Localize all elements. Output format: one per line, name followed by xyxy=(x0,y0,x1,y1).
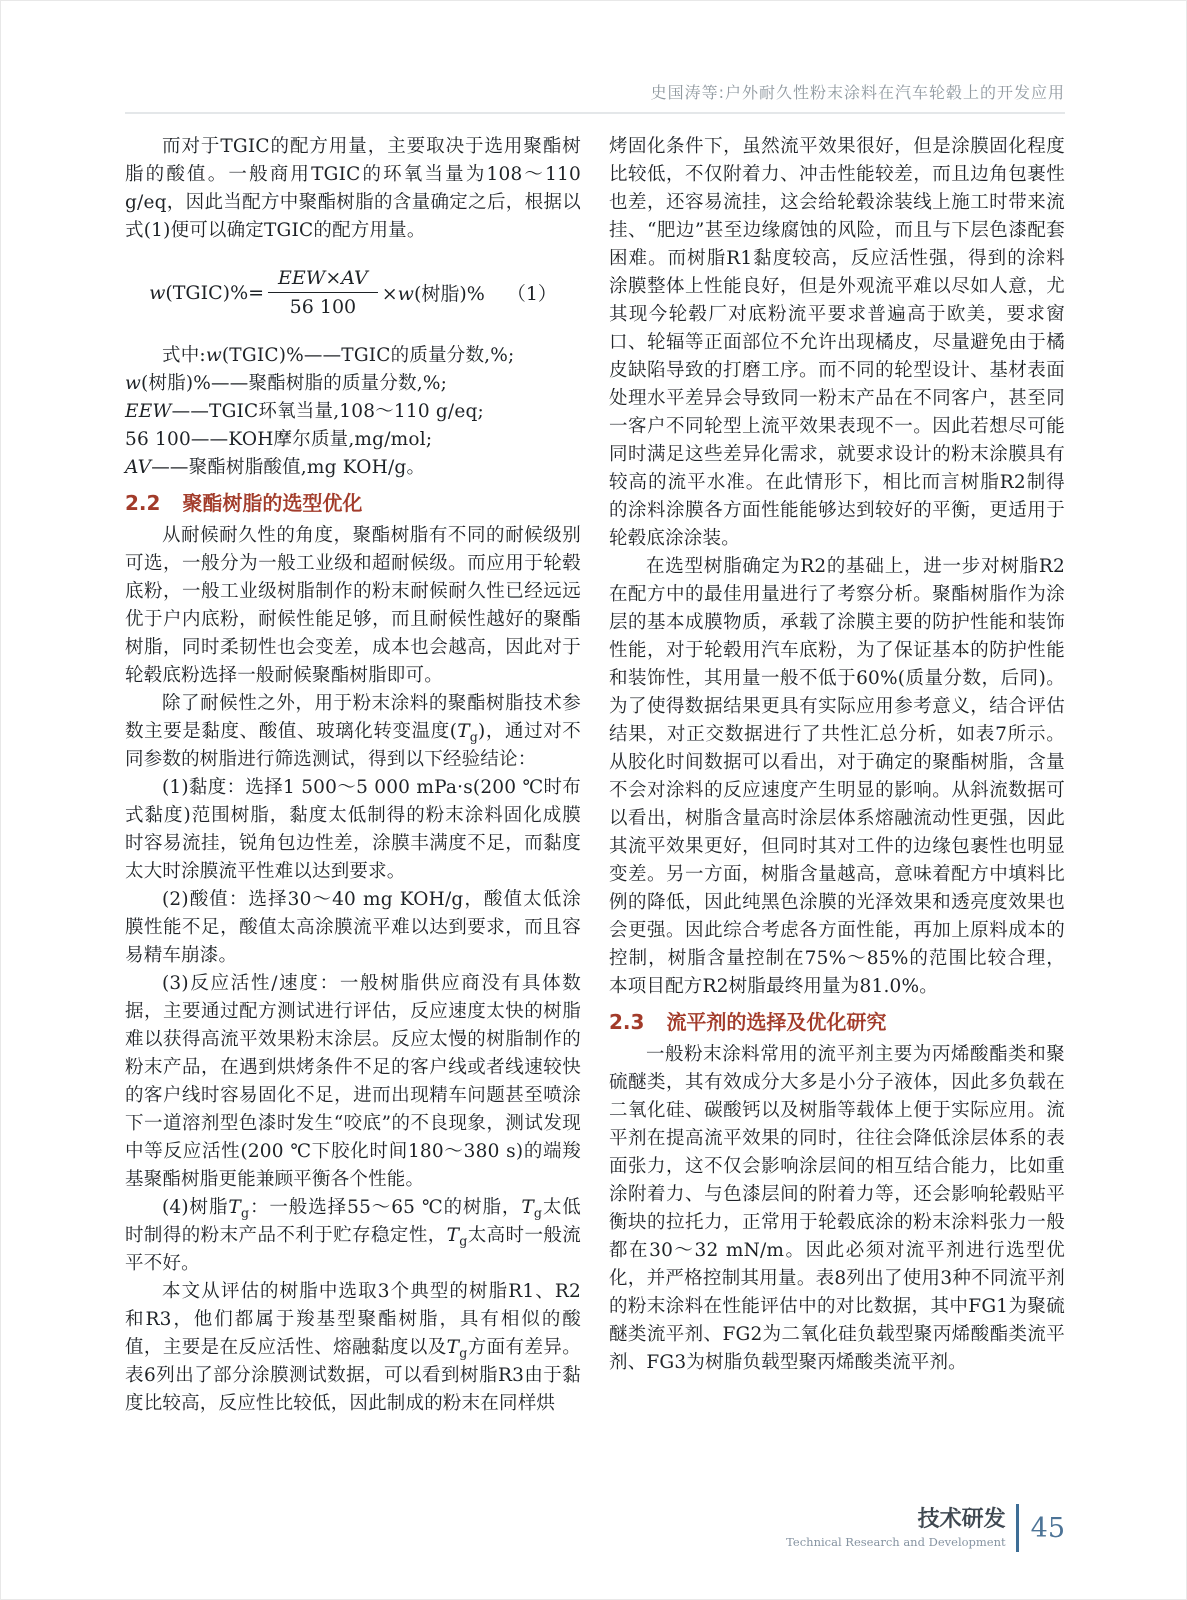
footer-section-name-en: Technical Research and Development xyxy=(786,1534,1006,1549)
paragraph: (2)酸值：选择30～40 mg KOH/g，酸值太低涂膜性能不足，酸值太高涂膜流平难以达到要求，而且容易精车崩漆。 xyxy=(125,889,581,966)
page-number: 45 xyxy=(1030,1512,1065,1544)
definition-line: AV——聚酯树脂酸值,mg KOH/g。 xyxy=(125,457,426,478)
running-header: 史国涛等:户外耐久性粉末涂料在汽车轮毂上的开发应用 xyxy=(650,83,1065,102)
footer-section-labels xyxy=(786,1508,1005,1549)
section-heading-2-3 xyxy=(609,1007,1065,1037)
paragraph: (1)黏度：选择1 500～5 000 mPa·s(200 ℃时布式黏度)范围树脂，黏度太低制得的粉末涂料固化成膜时容易流挂，锐角包边性差，涂膜丰满度不足，而黏度太大时涂膜流平性难以达到要求。 xyxy=(125,777,581,882)
paragraph: 本文从评估的树脂中选取3个典型的树脂R1、R2和R3，他们都属于羧基型聚酯树脂，具有相似的酸值，主要是在反应活性、熔融黏度以及$T_g$方面有差异。表6列出了部分涂膜测试数据，可以看到树脂R3由于黏度比较高，反应性比较低，因此制成的粉末在同样烘 xyxy=(125,1281,581,1414)
equation-number: （1） xyxy=(506,283,557,305)
section-heading-2-2 xyxy=(125,488,581,518)
definition-line: w(树脂)%——聚酯树脂的质量分数,%; xyxy=(125,373,448,394)
fraction-denominator: 56 100 xyxy=(289,296,357,318)
paragraph: 从耐候耐久性的角度，聚酯树脂有不同的耐候级别可选，一般分为一般工业级和超耐候级。而应用于轮毂底粉，一般工业级树脂制作的粉末耐候耐久性已经远远优于户内底粉，耐候性能足够，而且耐候性越好的聚酯树脂，同时柔韧性也会变差，成本也会越高，因此对于轮毂底粉选择一般耐候聚酯树脂即可。 xyxy=(125,525,581,686)
two-column-content xyxy=(125,133,1065,1418)
equation-definitions xyxy=(125,342,581,482)
paragraph: 在选型树脂确定为R2的基础上，进一步对树脂R2在配方中的最佳用量进行了考察分析。聚酯树脂作为涂层的基本成膜物质，承载了涂膜主要的防护性能和装饰性能，对于轮毂用汽车底粉，为了保证基本的防护性能和装饰性，其用量一般不低于60%(质量分数，后同)。为了使得数据结果更具有实际应用参考意义，结合评估结果，对正交数据进行了共性汇总分析，如表7所示。从胶化时间数据可以看出，对于确定的聚酯树脂，含量不会对涂料的反应速度产生明显的影响。从斜流数据可以看出，树脂含量高时涂层体系熔融流动性更强，因此其流平效果更好，但同时其对工件的边缘包裹性也明显变差。另一方面，树脂含量越高，意味着配方中填料比例的降低，因此纯黑色涂膜的光泽效果和透亮度效果也会更强。因此综合考虑各方面性能，再加上原料成本的控制，树脂含量控制在75%～85%的范围比较合理，本项目配方R2树脂最终用量为81.0%。 xyxy=(609,556,1065,997)
section-number: 2.3 xyxy=(609,1010,645,1034)
footer-divider-bar xyxy=(1016,1504,1019,1552)
section-title: 流平剂的选择及优化研究 xyxy=(666,1010,887,1034)
paragraph: 除了耐候性之外，用于粉末涂料的聚酯树脂技术参数主要是黏度、酸值、玻璃化转变温度$(T_g)$，通过对不同参数的树脂进行筛选测试，得到以下经验结论： xyxy=(125,693,581,770)
right-column xyxy=(609,133,1065,1418)
paragraph: 烤固化条件下，虽然流平效果很好，但是涂膜固化程度比较低，不仅附着力、冲击性能较差，而且边角包裹性也差，还容易流挂，这会给轮毂涂装线上施工时带来流挂、“肥边”甚至边缘腐蚀的风险，而且与下层色漆配套困难。而树脂R1黏度较高，反应活性强，得到的涂料涂膜整体上性能良好，但是外观流平难以尽如人意，尤其现今轮毂厂对底粉流平要求普遍高于欧美，要求窗口、轮辐等正面部位不允许出现橘皮，尽量避免由于橘皮缺陷导致的打磨工序。而不同的轮型设计、基材表面处理水平差异会导致同一粉末产品在不同客户，甚至同一客户不同轮型上流平效果表现不一。因此若想尽可能同时满足这些差异化需求，就要求设计的粉末涂膜具有较高的流平水准。在此情形下，相比而言树脂R2制得的涂料涂膜各方面性能能够达到较好的平衡，更适用于轮毂底涂涂装。 xyxy=(609,136,1065,549)
paragraph: (3)反应活性/速度：一般树脂供应商没有具体数据，主要通过配方测试进行评估，反应速度太快的树脂难以获得高流平效果粉末涂层。反应太慢的树脂制作的粉末产品，在遇到烘烤条件不足的客户线或者线速较快的客户线时容易固化不足，进而出现精车问题甚至喷涂下一道溶剂型色漆时发生“咬底”的不良现象，测试发现中等反应活性(200 ℃下胶化时间180～380 s)的端羧基聚酯树脂更能兼顾平衡各个性能。 xyxy=(125,973,581,1190)
equation-1 xyxy=(125,267,581,318)
page-footer xyxy=(786,1504,1065,1552)
equation-rhs: ×w(树脂)% xyxy=(381,283,485,305)
footer-section-name-cn: 技术研发 xyxy=(917,1506,1006,1532)
definition-line: 式中:w(TGIC)%——TGIC的质量分数,%; xyxy=(162,345,515,366)
fraction-numerator: EEW×AV xyxy=(268,267,378,293)
paragraph: 一般粉末涂料常用的流平剂主要为丙烯酸酯类和聚硫醚类，其有效成分大多是小分子液体，因此多负载在二氧化硅、碳酸钙以及树脂等载体上便于实际应用。流平剂在提高流平效果的同时，往往会降低涂层体系的表面张力，这不仅会影响涂层间的相互结合能力，比如重涂附着力、与色漆层间的附着力等，还会影响轮毂贴平衡块的拉托力，正常用于轮毂底涂的粉末涂料张力一般都在30～32 mN/m。因此必须对流平剂进行选型优化，并严格控制其用量。表8列出了使用3种不同流平剂的粉末涂料在性能评估中的对比数据，其中FG1为聚硫醚类流平剂、FG2为二氧化硅负载型聚丙烯酸酯类流平剂、FG3为树脂负载型聚丙烯酸类流平剂。 xyxy=(609,1044,1065,1373)
section-number: 2.2 xyxy=(125,491,161,515)
paragraph: 而对于TGIC的配方用量，主要取决于选用聚酯树脂的酸值。一般商用TGIC的环氧当量为108～110 g/eq，因此当配方中聚酯树脂的含量确定之后，根据以式(1)便可以确定TGIC的配方用量。 xyxy=(125,136,581,241)
equation-fraction xyxy=(268,267,378,318)
definition-line: EEW——TGIC环氧当量,108～110 g/eq; xyxy=(125,401,484,422)
left-column xyxy=(125,133,581,1418)
definition-line: 56 100——KOH摩尔质量,mg/mol; xyxy=(125,429,433,450)
header-rule xyxy=(125,112,1065,114)
paragraph: (4)树脂$T_g$：一般选择55～65 ℃的树脂，$T_g$太低时制得的粉末产品不利于贮存稳定性，$T_g$太高时一般流平不好。 xyxy=(125,1197,581,1274)
equation-lhs: w(TGIC)%= xyxy=(149,281,265,304)
section-title: 聚酯树脂的选型优化 xyxy=(182,491,363,515)
